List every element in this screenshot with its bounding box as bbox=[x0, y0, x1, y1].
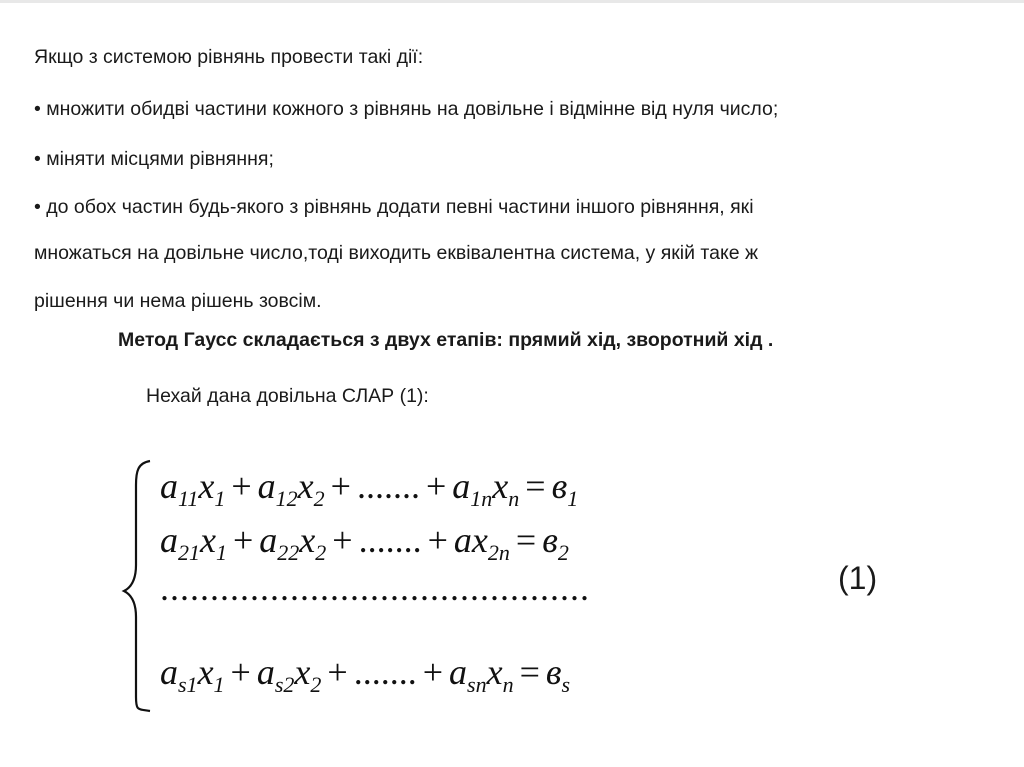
eq3-var-2-index: 2 bbox=[310, 672, 322, 697]
eq3-coef-n: a bbox=[449, 652, 468, 692]
eq2-var-2: x bbox=[299, 520, 316, 560]
equation-row-2 bbox=[160, 519, 569, 565]
eq3-var-n: x bbox=[486, 652, 503, 692]
eq3-dots: ....... bbox=[353, 652, 417, 692]
eq1-plus-1: + bbox=[231, 466, 252, 506]
eq3-plus-3: + bbox=[422, 652, 444, 692]
eq2-var: x bbox=[200, 520, 216, 560]
eq1-equals: = bbox=[525, 466, 546, 506]
eq1-var-n: x bbox=[492, 466, 509, 506]
paragraph-line-3: • міняти місцями рівняння; bbox=[34, 148, 274, 170]
paragraph-line-4: • до обох частин будь-якого з рівнянь додати певні частини іншого рівняння, які bbox=[34, 196, 754, 218]
eq2-coef-index: 21 bbox=[178, 540, 200, 565]
equation-system bbox=[120, 455, 740, 715]
paragraph-line-1: Якщо з системою рівнянь провести такі дії: bbox=[34, 46, 424, 68]
eq1-rhs: в bbox=[551, 466, 568, 506]
eq2-var-2-index: 2 bbox=[315, 540, 327, 565]
eq1-var: x bbox=[198, 466, 215, 506]
eq3-coef-2-index: s2 bbox=[274, 672, 295, 697]
eq2-coef-2-index: 22 bbox=[277, 540, 300, 565]
eq1-var-2-index: 2 bbox=[313, 486, 325, 511]
eq1-var-index: 1 bbox=[214, 486, 226, 511]
eq3-coef-2: a bbox=[256, 652, 275, 692]
paragraph-line-6: рішення чи нема рішень зовсім. bbox=[34, 290, 322, 312]
eq1-rhs-index: 1 bbox=[567, 486, 579, 511]
eq1-coef-2-index: 12 bbox=[275, 486, 298, 511]
eq2-coef: a bbox=[160, 520, 178, 560]
eq3-var-index: 1 bbox=[213, 672, 225, 697]
eq2-plus-3: + bbox=[427, 520, 448, 560]
eq3-plus-2: + bbox=[327, 652, 348, 692]
left-brace bbox=[120, 455, 156, 715]
equation-dots-row: ........................................... bbox=[160, 568, 590, 608]
eq2-plus-2: + bbox=[332, 520, 353, 560]
equation-row-1 bbox=[160, 465, 579, 511]
eq2-rhs: в bbox=[542, 520, 558, 560]
eq3-coef-n-index: sn bbox=[467, 672, 487, 697]
eq2-term-n-index: 2n bbox=[487, 540, 510, 565]
eq2-coef-2: a bbox=[259, 520, 278, 560]
eq1-plus-2: + bbox=[330, 466, 351, 506]
eq1-var-n-index: n bbox=[508, 486, 520, 511]
paragraph-line-2: • множити обидві частини кожного з рівнянь на довільне і відмінне від нуля число; bbox=[34, 98, 779, 120]
paragraph-line-5: множаться на довільне число,тоді виходить еквівалентна система, у якій таке ж bbox=[34, 242, 759, 264]
eq2-plus-1: + bbox=[232, 520, 254, 560]
method-heading: Метод Гаусс складається з двух етапів: прямий хід, зворотний хід . bbox=[118, 329, 774, 351]
eq3-plus-1: + bbox=[230, 652, 251, 692]
eq2-rhs-index: 2 bbox=[557, 540, 569, 565]
eq3-rhs: в bbox=[545, 652, 562, 692]
eq2-var-index: 1 bbox=[215, 540, 227, 565]
eq3-coef: a bbox=[160, 652, 178, 692]
eq1-coef-n-index: 1n bbox=[470, 486, 493, 511]
eq2-term-n: ax bbox=[453, 520, 488, 560]
equation-number: (1) bbox=[838, 560, 878, 596]
eq3-coef-index: s1 bbox=[178, 672, 198, 697]
eq2-dots: ....... bbox=[358, 520, 422, 560]
slide-top-border bbox=[0, 0, 1024, 3]
eq3-var-n-index: n bbox=[502, 672, 514, 697]
eq1-dots: ....... bbox=[356, 466, 420, 506]
eq3-var: x bbox=[197, 652, 214, 692]
eq3-equals: = bbox=[519, 652, 540, 692]
eq1-coef-index: 11 bbox=[178, 486, 199, 511]
eq1-coef-n: a bbox=[452, 466, 471, 506]
eq1-var-2: x bbox=[297, 466, 314, 506]
equation-row-s bbox=[160, 651, 571, 697]
system-intro: Нехай дана довільна СЛАР (1): bbox=[146, 385, 429, 407]
eq1-coef: a bbox=[160, 466, 178, 506]
eq2-equals: = bbox=[515, 520, 537, 560]
eq1-plus-3: + bbox=[425, 466, 447, 506]
eq1-coef-2: a bbox=[257, 466, 276, 506]
eq3-var-2: x bbox=[294, 652, 311, 692]
eq3-rhs-index: s bbox=[561, 672, 571, 697]
